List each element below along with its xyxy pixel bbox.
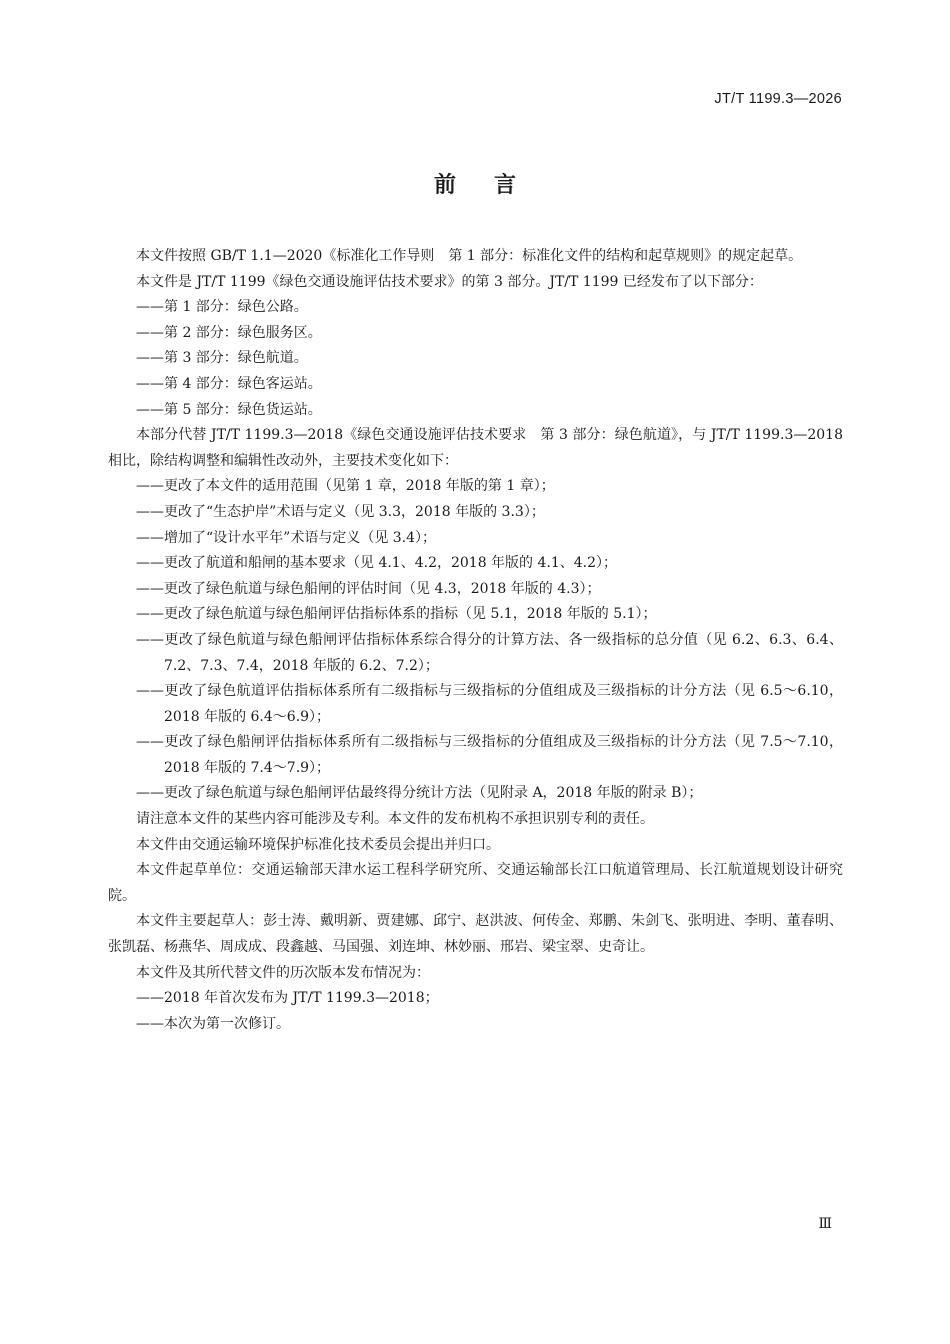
list-item: ——更改了绿色航道评估指标体系所有二级指标与三级指标的分值组成及三级指标的计分方法（见 6.5～6.10，2018 年版的 6.4～6.9）；: [136, 683, 843, 725]
list-item: ——更改了绿色船闸评估指标体系所有二级指标与三级指标的分值组成及三级指标的计分方法（见 7.5～7.10，2018 年版的 7.4～7.9）；: [136, 734, 843, 776]
list-item: ——更改了航道和船闸的基本要求（见 4.1、4.2，2018 年版的 4.1、4.2）；: [136, 555, 618, 572]
list-item: ——更改了绿色航道与绿色船闸评估最终得分统计方法（见附录 A，2018 年版的附录 B）；: [136, 785, 703, 802]
paragraph-drafters: 本文件主要起草人：彭士涛、戴明新、贾建娜、邱宁、赵洪波、何传金、郑鹏、朱剑飞、张明进、李明、董春明、张凯磊、杨燕华、周成成、段鑫越、马国强、刘连坤、林妙丽、邢岩、梁宝翠、史奇让。: [108, 913, 843, 956]
list-item: ——更改了本文件的适用范围（见第 1 章，2018 年版的第 1 章）；: [136, 478, 555, 495]
foreword-body: [108, 244, 843, 1037]
list-item: ——第 5 部分：绿色货运站。: [136, 401, 322, 418]
list-item: ——第 3 部分：绿色航道。: [136, 350, 308, 367]
list-item: ——更改了“生态护岸”术语与定义（见 3.3，2018 年版的 3.3）；: [136, 503, 545, 520]
list-item: ——更改了绿色航道与绿色船闸评估指标体系综合得分的计算方法、各一级指标的总分值（见 6.2、6.3、6.4、7.2、7.3、7.4，2018 年版的 6.2、7.2）；: [136, 631, 843, 674]
paragraph-drafting-rules: 本文件按照 GB/T 1.1—2020《标准化工作导则 第 1 部分：标准化文件的结构和起草规则》的规定起草。: [136, 248, 803, 264]
paragraph-replacement: 本部分代替 JT/T 1199.3—2018《绿色交通设施评估技术要求 第 3 部分：绿色航道》，与 JT/T 1199.3—2018 相比，除结构调整和编辑性改动外，主要技术变化如下：: [108, 427, 843, 469]
list-item: ——2018 年首次发布为 JT/T 1199.3—2018；: [136, 990, 439, 1007]
paragraph-drafting-units: 本文件起草单位：交通运输部天津水运工程科学研究所、交通运输部长江口航道管理局、长江航道规划设计研究院。: [108, 862, 843, 904]
document-code: JT/T 1199.3—2026: [714, 91, 842, 107]
paragraph-proposer: 本文件由交通运输环境保护标准化技术委员会提出并归口。: [136, 836, 500, 853]
list-item: ——第 1 部分：绿色公路。: [136, 299, 308, 316]
paragraph-history-intro: 本文件及其所代替文件的历次版本发布情况为：: [136, 964, 430, 981]
paragraph-patent-notice: 请注意本文件的某些内容可能涉及专利。本文件的发布机构不承担识别专利的责任。: [136, 811, 654, 828]
list-item: ——增加了“设计水平年”术语与定义（见 3.4）；: [136, 529, 437, 546]
list-item: ——更改了绿色航道与绿色船闸的评估时间（见 4.3，2018 年版的 4.3）；: [136, 580, 601, 597]
list-item: ——第 4 部分：绿色客运站。: [136, 375, 322, 392]
list-item: ——更改了绿色航道与绿色船闸评估指标体系的指标（见 5.1，2018 年版的 5.1）；: [136, 606, 657, 623]
page-title: 前言: [433, 173, 554, 198]
list-item: ——本次为第一次修订。: [136, 1015, 290, 1032]
page-number: Ⅲ: [818, 1216, 832, 1232]
paragraph-series-intro: 本文件是 JT/T 1199《绿色交通设施评估技术要求》的第 3 部分。JT/T 1199 已经发布了以下部分：: [136, 273, 763, 290]
list-item: ——第 2 部分：绿色服务区。: [136, 324, 322, 341]
